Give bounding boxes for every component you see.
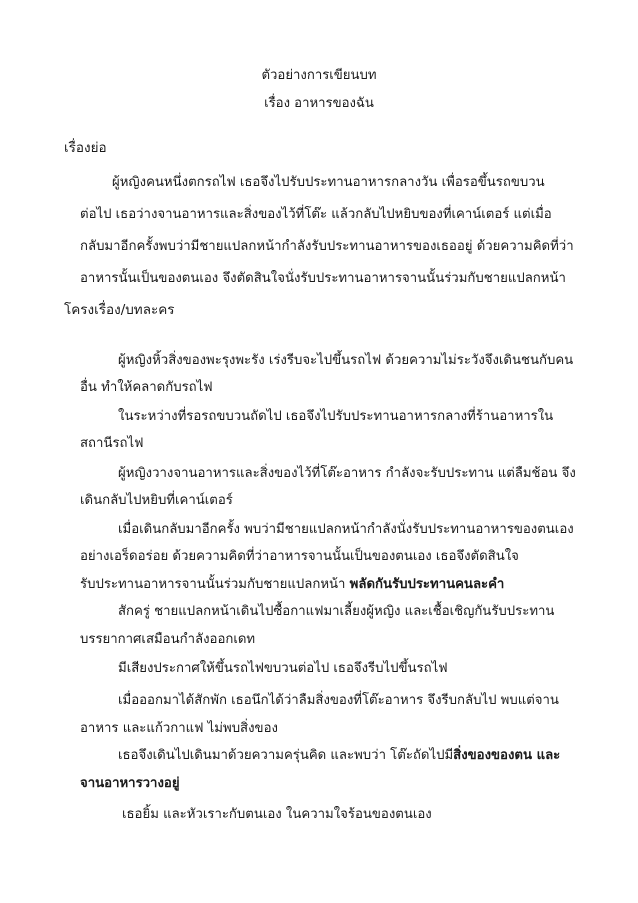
plot-line-emphasis-text: จานอาหารวางอยู่ [80, 776, 180, 791]
plot-line-emphasis [80, 775, 180, 793]
synopsis-line: ผู้หญิงคนหนึ่งตกรถไฟ เธอจึงไปรับประทานอาหารกลางวัน เพื่อรอขึ้นรถขบวน [112, 175, 545, 190]
plot-line: มีเสียงประกาศให้ขึ้นรถไฟขบวนต่อไป เธอจึงรีบไปขึ้นรถไฟ [118, 661, 448, 676]
synopsis-line: อาหารนั้นเป็นของตนเอง จึงตัดสินใจนั่งรับประทานอาหารจานนั้นร่วมกับชายแปลกหน้า [80, 271, 566, 286]
plot-line: อย่างเอร็ดอร่อย ด้วยความคิดที่ว่าอาหารจานนั้นเป็นของตนเอง เธอจึงตัดสินใจ [80, 549, 519, 564]
plot-line: อื่น ทำให้คลาดกับรถไฟ [80, 380, 213, 395]
plot-line: ในระหว่างที่รอรถขบวนถัดไป เธอจึงไปรับประทานอาหารกลางที่ร้านอาหารใน [118, 409, 554, 424]
plot-line: เมื่อเดินกลับมาอีกครั้ง พบว่ามีชายแปลกหน้ากำลังนั่งรับประทานอาหารของตนเอง [118, 522, 574, 537]
document-subtitle: เรื่อง อาหารของฉัน [264, 96, 374, 111]
plot-line: ผู้หญิงวางจานอาหารและสิ่งของไว้ที่โต๊ะอาหาร กำลังจะรับประทาน แต่ลืมช้อน จึง [118, 466, 576, 481]
plot-line: เธอจึงเดินไปเดินมาด้วยความครุ่นคิด และพบว่า โต๊ะถัดไปมี [118, 748, 454, 763]
plot-line: อาหาร และแก้วกาแฟ ไม่พบสิ่งของ [80, 721, 278, 736]
plot-line-emphasis: สิ่งของของตน และ [453, 748, 561, 763]
plot-line: ผู้หญิงหิ้วสิ่งของพะรุงพะรัง เร่งรีบจะไปขึ้นรถไฟ ด้วยความไม่ระวังจึงเดินชนกับคน [118, 353, 574, 368]
plot-line: เมื่อออกมาได้สักพัก เธอนึกได้ว่าลืมสิ่งของที่โต๊ะอาหาร จึงรีบกลับไป พบแต่จาน [118, 693, 559, 708]
plot-line: บรรยากาศเสมือนกำลังออกเดท [80, 632, 256, 647]
plot-line-combined [80, 576, 504, 594]
plot-heading: โครงเรื่อง/บทละคร [64, 302, 175, 318]
plot-line: สถานีรถไฟ [80, 436, 144, 451]
plot-line: เธอยิ้ม และหัวเราะกับตนเอง ในความใจร้อนของตนเอง [122, 807, 432, 822]
synopsis-line: กลับมาอีกครั้งพบว่ามีชายแปลกหน้ากำลังรับประทานอาหารของเธออยู่ ด้วยความคิดที่ว่า [80, 239, 574, 254]
synopsis-heading: เรื่องย่อ [64, 140, 107, 156]
plot-line-emphasis: พลัดกันรับประทานคนละคำ [349, 577, 505, 592]
plot-line: รับประทานอาหารจานนั้นร่วมกับชายแปลกหน้า [80, 577, 346, 592]
plot-line: สักครู่ ชายแปลกหน้าเดินไปซื้อกาแฟมาเลี้ยงผู้หญิง และเชื้อเชิญกันรับประทาน [118, 604, 555, 619]
document-title: ตัวอย่างการเขียนบท [261, 68, 377, 83]
plot-line-combined [118, 747, 560, 765]
synopsis-line: ต่อไป เธอว่างจานอาหารและสิ่งของไว้ที่โต๊ะ แล้วกลับไปหยิบของที่เคาน์เตอร์ แต่เมื่อ [80, 207, 552, 222]
plot-line: เดินกลับไปหยิบที่เคาน์เตอร์ [80, 493, 233, 508]
